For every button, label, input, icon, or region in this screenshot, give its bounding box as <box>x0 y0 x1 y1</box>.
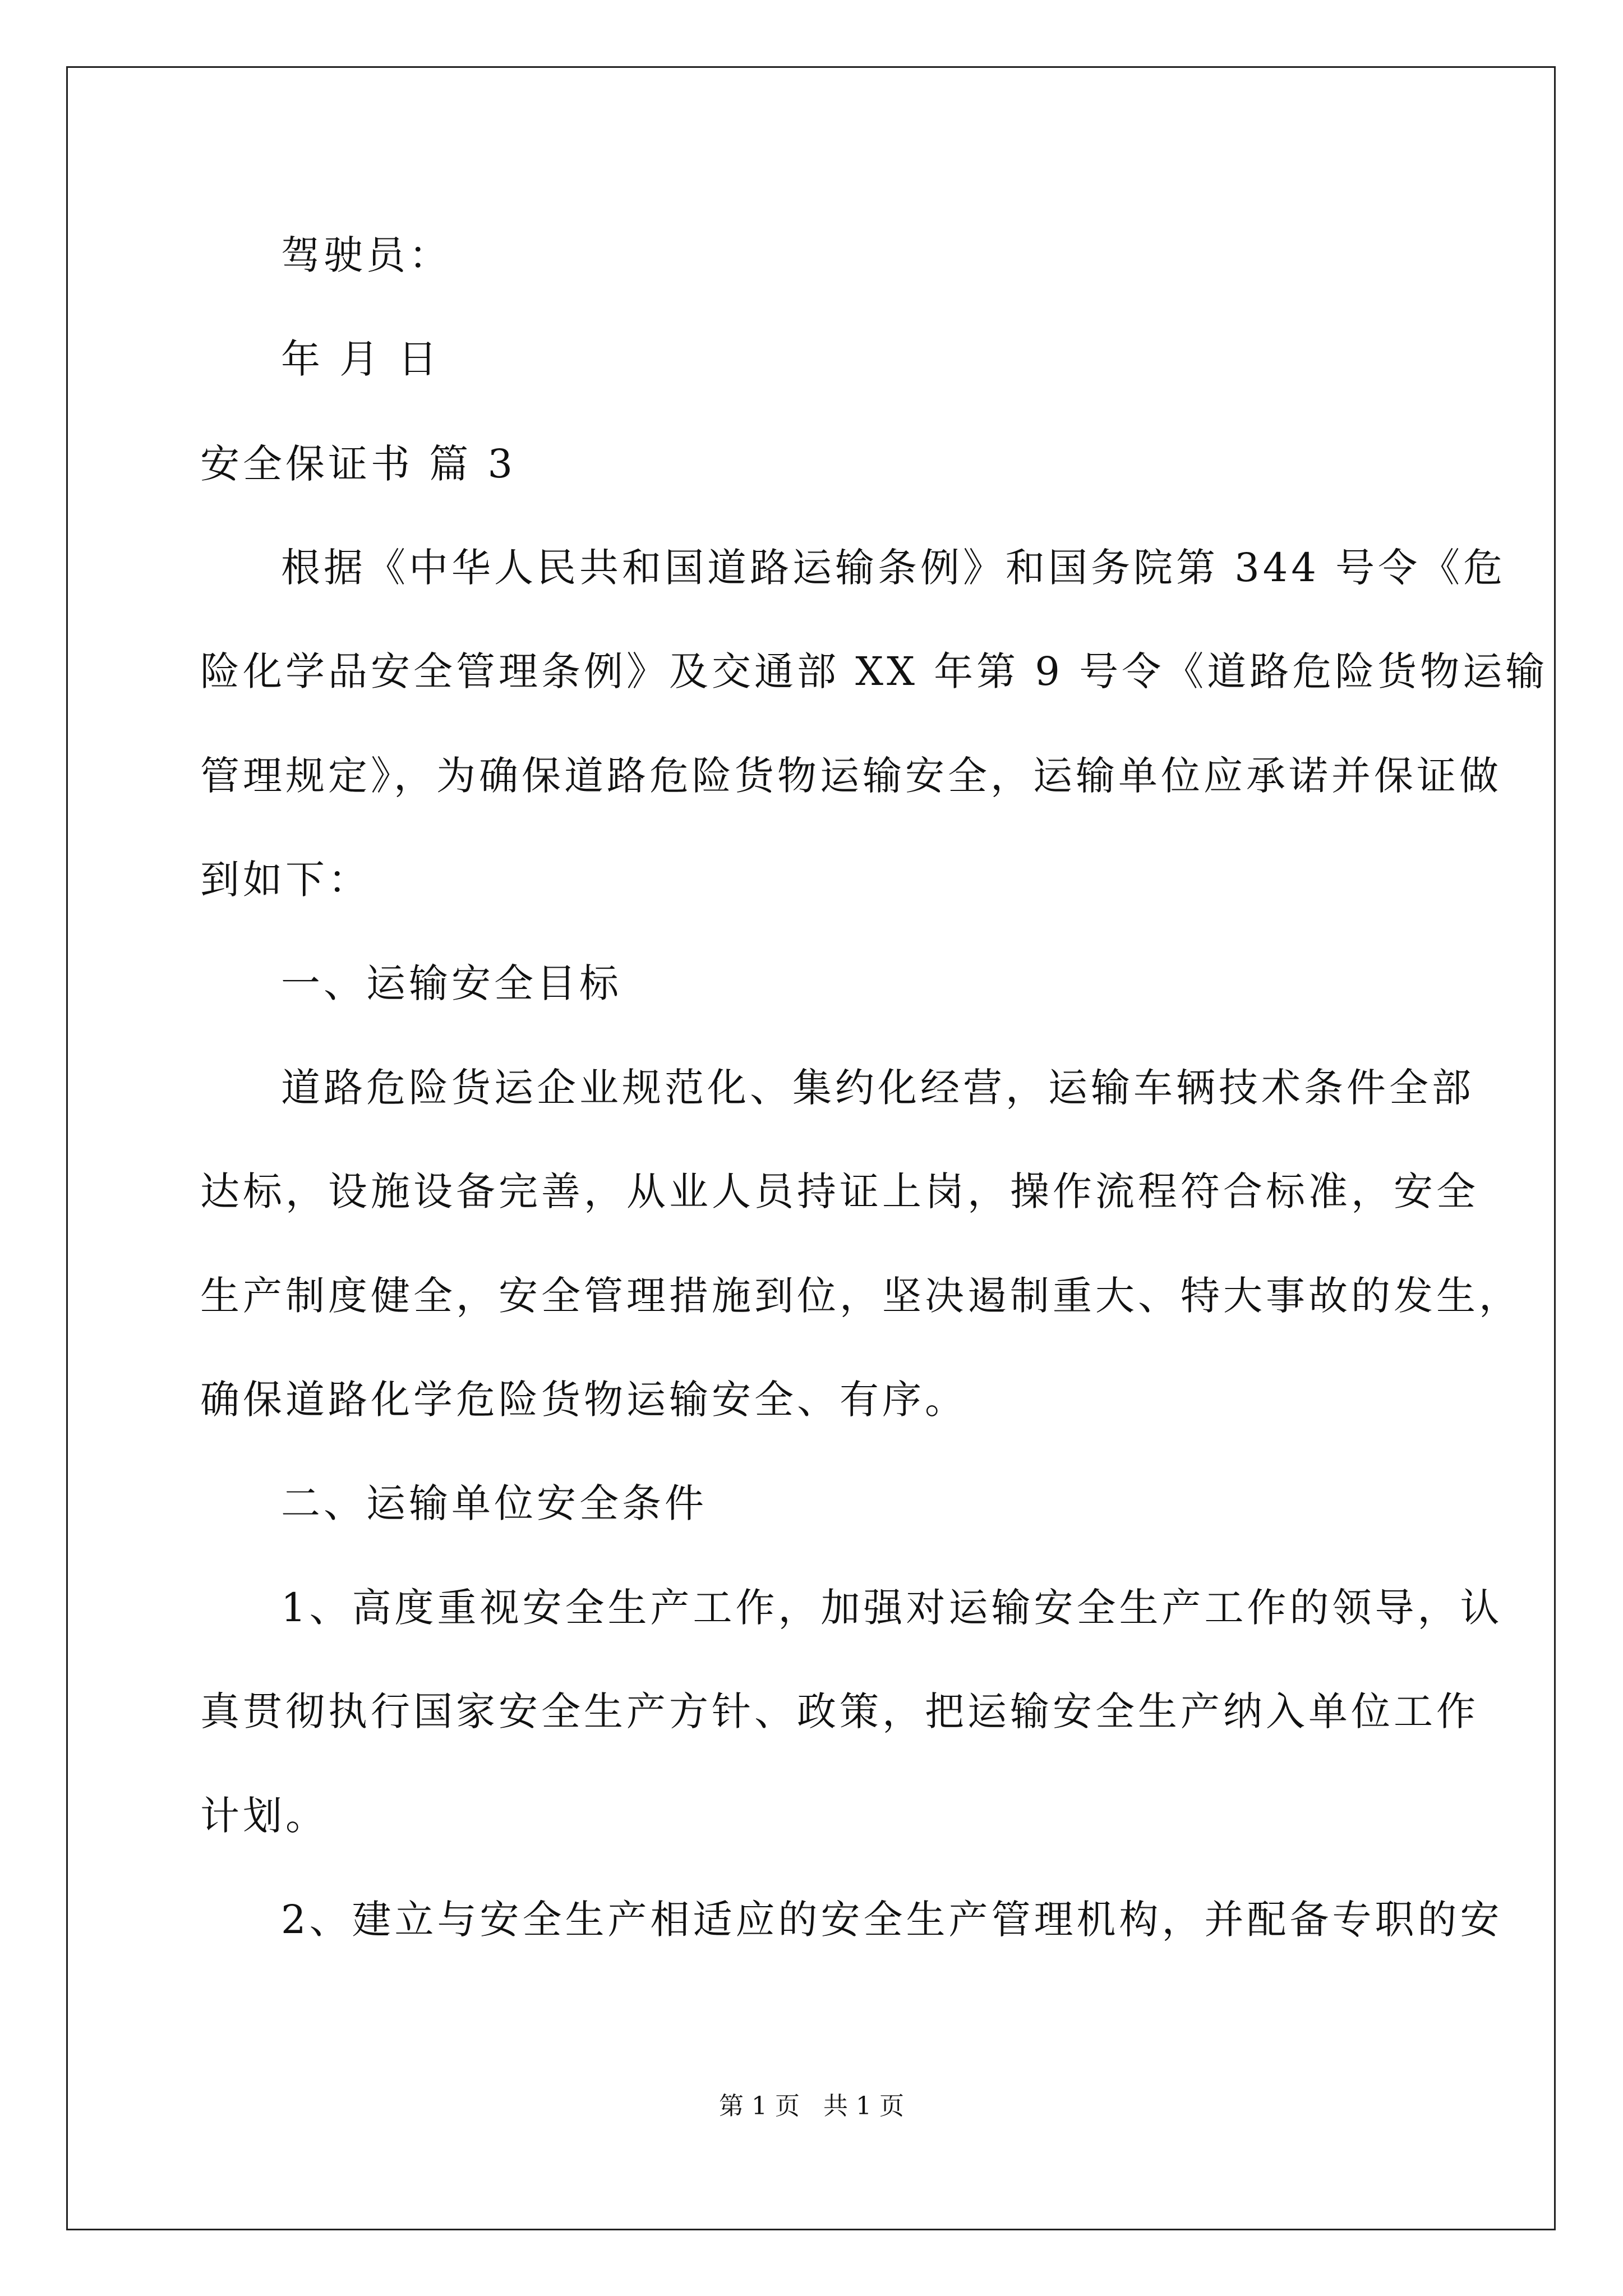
paragraph-line: 1、高度重视安全生产工作，加强对运输安全生产工作的领导，认 <box>281 1585 1503 1631</box>
paragraph-line: 计划。 <box>200 1793 328 1839</box>
date-line: 年 月 日 <box>281 336 441 382</box>
paragraph-line: 真贯彻执行国家安全生产方针、政策，把运输安全生产纳入单位工作 <box>200 1688 1479 1734</box>
section-heading: 安全保证书 篇 3 <box>200 441 517 487</box>
paragraph-line: 2、建立与安全生产相适应的安全生产管理机构，并配备专职的安 <box>281 1897 1503 1943</box>
paragraph-line: 管理规定》，为确保道路危险货物运输安全，运输单位应承诺并保证做 <box>200 753 1502 799</box>
paragraph-line: 道路危险货运企业规范化、集约化经营，运输车辆技术条件全部 <box>281 1065 1474 1111</box>
paragraph-line: 险化学品安全管理条例》及交通部 XX 年第 9 号令《道路危险货物运输 <box>200 648 1548 694</box>
driver-signature-line: 驾驶员： <box>281 232 451 278</box>
page-total: 共 1 页 <box>823 2092 904 2120</box>
paragraph-line: 到如下： <box>200 857 371 903</box>
subsection-heading: 一、运输安全目标 <box>281 960 622 1006</box>
paragraph-line: 生产制度健全，安全管理措施到位，坚决遏制重大、特大事故的发生， <box>200 1273 1521 1319</box>
paragraph-line: 确保道路化学危险货物运输安全、有序。 <box>200 1377 967 1423</box>
page-number: 第 1 页 <box>719 2092 800 2120</box>
subsection-heading: 二、运输单位安全条件 <box>281 1480 707 1526</box>
paragraph-line: 根据《中华人民共和国道路运输条例》和国务院第 344 号令《危 <box>281 545 1506 591</box>
page-footer <box>0 2090 1623 2123</box>
paragraph-line: 达标，设施设备完善，从业人员持证上岗，操作流程符合标准，安全 <box>200 1168 1479 1214</box>
